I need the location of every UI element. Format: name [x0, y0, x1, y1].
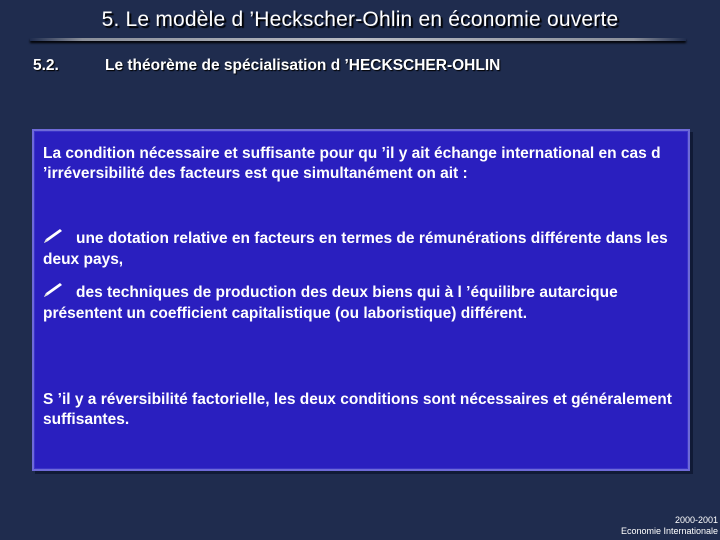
title-divider — [30, 38, 686, 41]
check-icon — [43, 228, 65, 250]
check-icon — [43, 282, 65, 304]
bullet-text: une dotation relative en facteurs en termes de rémunérations différente dans les deux pays, — [43, 230, 668, 268]
bullet-item-1 — [43, 228, 693, 270]
footer-course: Economie Internationale — [620, 526, 718, 536]
footer-year: 2000-2001 — [674, 515, 718, 525]
conclusion-paragraph: S ’il y a réversibilité factorielle, les deux conditions sont nécessaires et généralement suffisantes. — [43, 391, 672, 428]
bullet-item-2 — [43, 282, 693, 324]
section-title: Le théorème de spécialisation d ’HECKSCHER-OHLIN — [105, 57, 501, 74]
section-number: 5.2. — [33, 57, 59, 74]
content-box — [32, 129, 690, 471]
bullet-text: des techniques de production des deux biens qui à l ’équilibre autarcique présentent un coefficient capitalistique (ou laboristique) différent. — [43, 284, 618, 322]
footer — [621, 515, 718, 537]
intro-paragraph: La condition nécessaire et suffisante pour qu ’il y ait échange international en cas d ’irréversibilité des facteurs est que simultanément on ait : — [43, 145, 661, 182]
slide-title: 5. Le modèle d ’Heckscher-Ohlin en économie ouverte — [101, 8, 619, 31]
